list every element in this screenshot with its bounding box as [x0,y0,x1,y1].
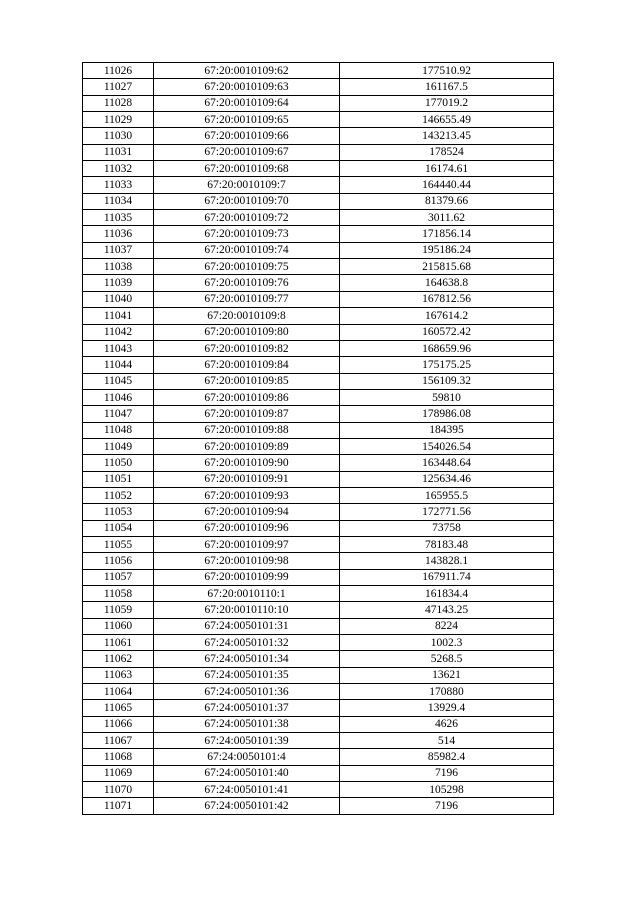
table-row [83,684,554,700]
cadastral-number-cell: 67:24:0050101:40 [154,765,340,781]
cadastral-number-cell: 67:20:0010109:85 [154,373,340,389]
value-cell: 5268.5 [340,651,554,667]
row-number-cell: 11053 [83,504,154,520]
cadastral-number-cell: 67:20:0010109:65 [154,112,340,128]
table-row [83,259,554,275]
cadastral-number-cell: 67:20:0010109:90 [154,455,340,471]
table-row [83,242,554,258]
table-body [83,63,554,815]
table-row [83,782,554,798]
row-number-cell: 11050 [83,455,154,471]
row-number-cell: 11059 [83,602,154,618]
row-number-cell: 11028 [83,95,154,111]
cadastral-number-cell: 67:20:0010109:75 [154,259,340,275]
table-row [83,438,554,454]
table-row [83,520,554,536]
cadastral-number-cell: 67:20:0010109:70 [154,193,340,209]
table-row [83,210,554,226]
row-number-cell: 11034 [83,193,154,209]
row-number-cell: 11048 [83,422,154,438]
cadastral-number-cell: 67:24:0050101:4 [154,749,340,765]
value-cell: 164440.44 [340,177,554,193]
value-cell: 178986.08 [340,406,554,422]
table-row [83,373,554,389]
row-number-cell: 11065 [83,700,154,716]
value-cell: 178524 [340,144,554,160]
cadastral-number-cell: 67:20:0010109:77 [154,291,340,307]
table-row [83,422,554,438]
table-row [83,63,554,79]
value-cell: 143828.1 [340,553,554,569]
table-row [83,291,554,307]
value-cell: 167812.56 [340,291,554,307]
value-cell: 59810 [340,389,554,405]
table-row [83,95,554,111]
value-cell: 195186.24 [340,242,554,258]
row-number-cell: 11049 [83,438,154,454]
cadastral-number-cell: 67:20:0010109:72 [154,210,340,226]
row-number-cell: 11040 [83,291,154,307]
value-cell: 1002.3 [340,635,554,651]
row-number-cell: 11066 [83,716,154,732]
row-number-cell: 11027 [83,79,154,95]
row-number-cell: 11068 [83,749,154,765]
cadastral-number-cell: 67:20:0010109:97 [154,536,340,552]
value-cell: 156109.32 [340,373,554,389]
value-cell: 143213.45 [340,128,554,144]
value-cell: 184395 [340,422,554,438]
value-cell: 168659.96 [340,340,554,356]
cadastral-number-cell: 67:20:0010110:1 [154,586,340,602]
table-row [83,635,554,651]
cadastral-number-cell: 67:20:0010109:82 [154,340,340,356]
row-number-cell: 11041 [83,308,154,324]
row-number-cell: 11055 [83,536,154,552]
value-cell: 175175.25 [340,357,554,373]
row-number-cell: 11057 [83,569,154,585]
row-number-cell: 11026 [83,63,154,79]
cadastral-number-cell: 67:24:0050101:31 [154,618,340,634]
cadastral-number-cell: 67:20:0010109:89 [154,438,340,454]
row-number-cell: 11071 [83,798,154,814]
value-cell: 167911.74 [340,569,554,585]
value-cell: 81379.66 [340,193,554,209]
cadastral-number-cell: 67:20:0010109:80 [154,324,340,340]
value-cell: 163448.64 [340,455,554,471]
cadastral-number-cell: 67:20:0010109:74 [154,242,340,258]
value-cell: 165955.5 [340,487,554,503]
table-row [83,700,554,716]
cadastral-number-cell: 67:20:0010109:76 [154,275,340,291]
cadastral-number-cell: 67:20:0010110:10 [154,602,340,618]
row-number-cell: 11036 [83,226,154,242]
cadastral-number-cell: 67:24:0050101:35 [154,667,340,683]
table-row [83,79,554,95]
table-row [83,487,554,503]
cadastral-number-cell: 67:20:0010109:66 [154,128,340,144]
table-row [83,716,554,732]
table-row [83,765,554,781]
value-cell: 7196 [340,765,554,781]
row-number-cell: 11051 [83,471,154,487]
value-cell: 7196 [340,798,554,814]
table-row [83,749,554,765]
cadastral-number-cell: 67:24:0050101:34 [154,651,340,667]
row-number-cell: 11038 [83,259,154,275]
row-number-cell: 11043 [83,340,154,356]
cadastral-number-cell: 67:20:0010109:84 [154,357,340,373]
table-row [83,161,554,177]
table-row [83,569,554,585]
cadastral-number-cell: 67:20:0010109:67 [154,144,340,160]
value-cell: 161167.5 [340,79,554,95]
cadastral-number-cell: 67:20:0010109:7 [154,177,340,193]
cadastral-number-cell: 67:24:0050101:41 [154,782,340,798]
row-number-cell: 11044 [83,357,154,373]
value-cell: 172771.56 [340,504,554,520]
table-row [83,177,554,193]
row-number-cell: 11069 [83,765,154,781]
row-number-cell: 11042 [83,324,154,340]
cadastral-number-cell: 67:24:0050101:38 [154,716,340,732]
value-cell: 177019.2 [340,95,554,111]
cadastral-number-cell: 67:20:0010109:94 [154,504,340,520]
cadastral-number-cell: 67:24:0050101:37 [154,700,340,716]
value-cell: 13929.4 [340,700,554,716]
row-number-cell: 11052 [83,487,154,503]
value-cell: 85982.4 [340,749,554,765]
cadastral-number-cell: 67:20:0010109:73 [154,226,340,242]
table-row [83,733,554,749]
cadastral-number-cell: 67:20:0010109:96 [154,520,340,536]
cadastral-number-cell: 67:20:0010109:88 [154,422,340,438]
value-cell: 73758 [340,520,554,536]
cadastral-number-cell: 67:24:0050101:39 [154,733,340,749]
row-number-cell: 11056 [83,553,154,569]
table-row [83,324,554,340]
table-row [83,308,554,324]
value-cell: 47143.25 [340,602,554,618]
table-row [83,586,554,602]
table-row [83,602,554,618]
table-row [83,798,554,814]
value-cell: 171856.14 [340,226,554,242]
row-number-cell: 11035 [83,210,154,226]
cadastral-number-cell: 67:20:0010109:86 [154,389,340,405]
table-row [83,389,554,405]
table-row [83,536,554,552]
cadastral-number-cell: 67:20:0010109:87 [154,406,340,422]
table-row [83,471,554,487]
value-cell: 167614.2 [340,308,554,324]
cadastral-number-cell: 67:20:0010109:63 [154,79,340,95]
row-number-cell: 11039 [83,275,154,291]
row-number-cell: 11032 [83,161,154,177]
row-number-cell: 11031 [83,144,154,160]
cadastral-number-cell: 67:20:0010109:98 [154,553,340,569]
table-row [83,406,554,422]
row-number-cell: 11030 [83,128,154,144]
row-number-cell: 11061 [83,635,154,651]
row-number-cell: 11063 [83,667,154,683]
row-number-cell: 11062 [83,651,154,667]
row-number-cell: 11064 [83,684,154,700]
row-number-cell: 11029 [83,112,154,128]
value-cell: 177510.92 [340,63,554,79]
row-number-cell: 11067 [83,733,154,749]
value-cell: 161834.4 [340,586,554,602]
row-number-cell: 11037 [83,242,154,258]
row-number-cell: 11047 [83,406,154,422]
row-number-cell: 11033 [83,177,154,193]
table-row [83,455,554,471]
value-cell: 154026.54 [340,438,554,454]
table-row [83,340,554,356]
table-row [83,667,554,683]
value-cell: 16174.61 [340,161,554,177]
row-number-cell: 11045 [83,373,154,389]
value-cell: 146655.49 [340,112,554,128]
row-number-cell: 11058 [83,586,154,602]
cadastral-number-cell: 67:24:0050101:42 [154,798,340,814]
row-number-cell: 11070 [83,782,154,798]
value-cell: 105298 [340,782,554,798]
cadastral-number-cell: 67:20:0010109:99 [154,569,340,585]
value-cell: 3011.62 [340,210,554,226]
table-row [83,128,554,144]
value-cell: 125634.46 [340,471,554,487]
cadastral-number-cell: 67:24:0050101:36 [154,684,340,700]
table-row [83,226,554,242]
cadastral-number-cell: 67:20:0010109:91 [154,471,340,487]
table-row [83,651,554,667]
table-row [83,504,554,520]
value-cell: 160572.42 [340,324,554,340]
table-row [83,112,554,128]
value-cell: 164638.8 [340,275,554,291]
row-number-cell: 11054 [83,520,154,536]
value-cell: 78183.48 [340,536,554,552]
value-cell: 514 [340,733,554,749]
value-cell: 8224 [340,618,554,634]
cadastral-number-cell: 67:20:0010109:68 [154,161,340,177]
cadastral-number-cell: 67:20:0010109:64 [154,95,340,111]
table-row [83,144,554,160]
cadastral-number-cell: 67:24:0050101:32 [154,635,340,651]
table-row [83,553,554,569]
table-row [83,618,554,634]
value-cell: 215815.68 [340,259,554,275]
cadastral-number-cell: 67:20:0010109:62 [154,63,340,79]
row-number-cell: 11060 [83,618,154,634]
table-row [83,357,554,373]
cadastral-number-cell: 67:20:0010109:8 [154,308,340,324]
row-number-cell: 11046 [83,389,154,405]
cadastral-number-cell: 67:20:0010109:93 [154,487,340,503]
value-cell: 4626 [340,716,554,732]
data-table [82,62,554,815]
value-cell: 13621 [340,667,554,683]
table-row [83,275,554,291]
value-cell: 170880 [340,684,554,700]
table-row [83,193,554,209]
